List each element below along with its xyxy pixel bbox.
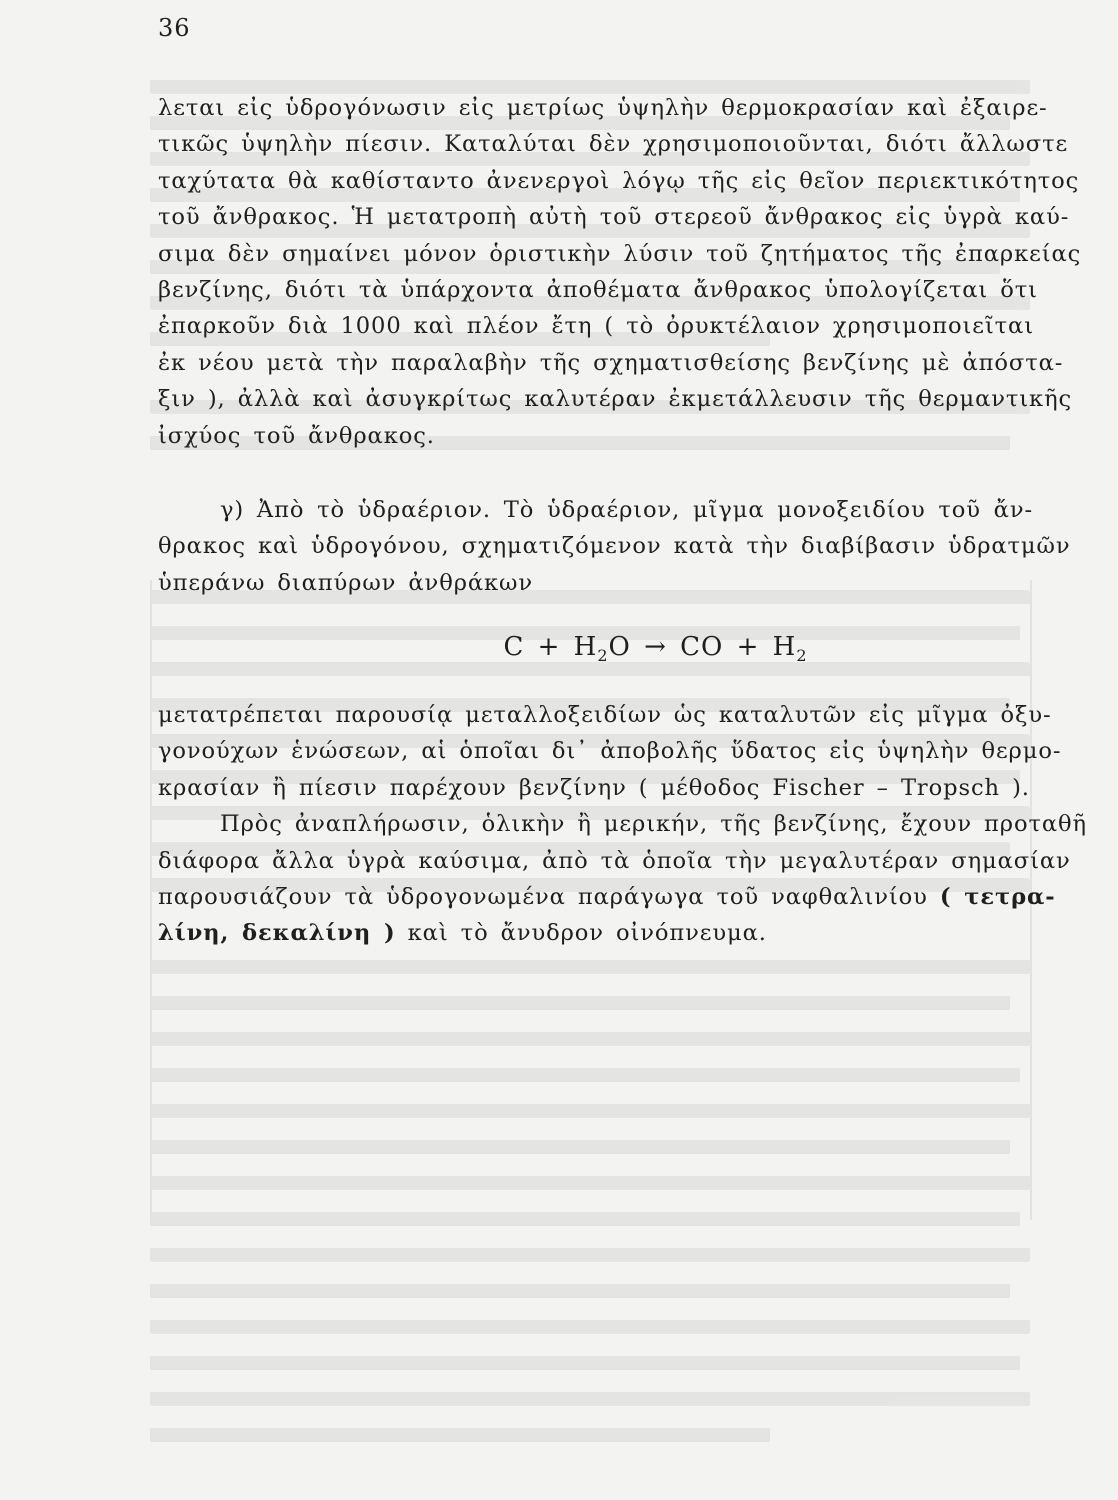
text-line: θρακος καὶ ὑδρογόνου, σχηματιζόμενον κατὰ τὴν διαβίβασιν ὑδρατμῶν: [158, 533, 1071, 560]
paragraph-water-gas: [158, 492, 1071, 601]
bold-term: λίνη, δεκαλίνη ): [158, 920, 396, 947]
text-line: τικῶς ὑψηλὴν πίεσιν. Καταλύται δὲν χρησιμοποιοῦνται, διότι ἄλλωστε: [158, 131, 1069, 158]
text-segment: παρουσιάζουν τὰ ὑδρογονωμένα παράγωγα τοῦ ναφθαλινίου: [158, 883, 928, 910]
text-line: μετατρέπεται παρουσίᾳ μεταλλοξειδίων ὡς καταλυτῶν εἰς μῖγμα ὀξυ-: [158, 701, 1052, 728]
equation-middle: O → CO + H: [608, 632, 797, 663]
section-heading-line: γ) Ἀπὸ τὸ ὑδραέριον. Τὸ ὑδραέριον, μῖγμα μονοξειδίου τοῦ ἄν-: [220, 497, 1033, 524]
text-line: [158, 879, 1056, 915]
paragraph-fischer-tropsch: [158, 697, 1062, 806]
paragraph-alternative-fuels: [158, 806, 1087, 952]
text-segment: καὶ τὸ ἄνυδρον οἰνόπνευμα.: [395, 920, 767, 947]
text-line: [158, 915, 1033, 951]
text-line: ταχύτατα θὰ καθίσταντο ἀνενεργοὶ λόγῳ τῆς εἰς θεῖον περιεκτικότητος: [158, 167, 1080, 194]
text-line: ἰσχύος τοῦ ἄνθρακος.: [158, 422, 435, 449]
paragraph-hydrogenation: [158, 90, 1082, 454]
text-line: ὑπεράνω διαπύρων ἀνθράκων: [158, 569, 534, 596]
text-line: κρασίαν ἢ πίεσιν παρέχουν βενζίνην ( μέθοδος Fischer – Tropsch ).: [158, 774, 1030, 801]
text-line: ἐκ νέου μετὰ τὴν παραλαβὴν τῆς σχηματισθείσης βενζίνης μὲ ἀπόστα-: [158, 349, 1064, 376]
page-number: 36: [158, 14, 191, 42]
text-line: ξιν ), ἀλλὰ καὶ ἀσυγκρίτως καλυτέραν ἐκμετάλλευσιν τῆς θερμαντικῆς: [158, 386, 1073, 413]
equation-subscript: 2: [796, 646, 808, 666]
equation-left: C + H: [503, 632, 598, 663]
text-line: ἐπαρκοῦν διὰ 1000 καὶ πλέον ἔτη ( τὸ ὀρυκτέλαιον χρησιμοποιεῖται: [158, 313, 1034, 340]
text-line: Πρὸς ἀναπλήρωσιν, ὁλικὴν ἢ μερικήν, τῆς βενζίνης, ἔχουν προταθῆ: [220, 811, 1087, 838]
text-line: τοῦ ἄνθρακος. Ἡ μετατροπὴ αὐτὴ τοῦ στερεοῦ ἄνθρακος εἰς ὑγρὰ καύ-: [158, 204, 1070, 231]
chemical-equation: [158, 629, 1033, 675]
text-line: σιμα δὲν σημαίνει μόνον ὁριστικὴν λύσιν τοῦ ζητήματος τῆς ἐπαρκείας: [158, 240, 1082, 267]
body-text: [158, 90, 1087, 952]
text-line: διάφορα ἄλλα ὑγρὰ καύσιμα, ἀπὸ τὰ ὁποῖα τὴν μεγαλυτέραν σημασίαν: [158, 847, 1071, 874]
equation-subscript: 2: [597, 646, 609, 666]
text-line: γονούχων ἑνώσεων, αἱ ὁποῖαι δι᾽ ἀποβολῆς ὕδατος εἰς ὑψηλὴν θερμο-: [158, 738, 1062, 765]
text-line: λεται εἰς ὑδρογόνωσιν εἰς μετρίως ὑψηλὴν θερμοκρασίαν καὶ ἐξαιρε-: [158, 95, 1048, 121]
bold-term: ( τετρα-: [939, 883, 1056, 910]
text-line: βενζίνης, διότι τὰ ὑπάρχοντα ἀποθέματα ἄνθρακος ὑπολογίζεται ὅτι: [158, 277, 1038, 304]
